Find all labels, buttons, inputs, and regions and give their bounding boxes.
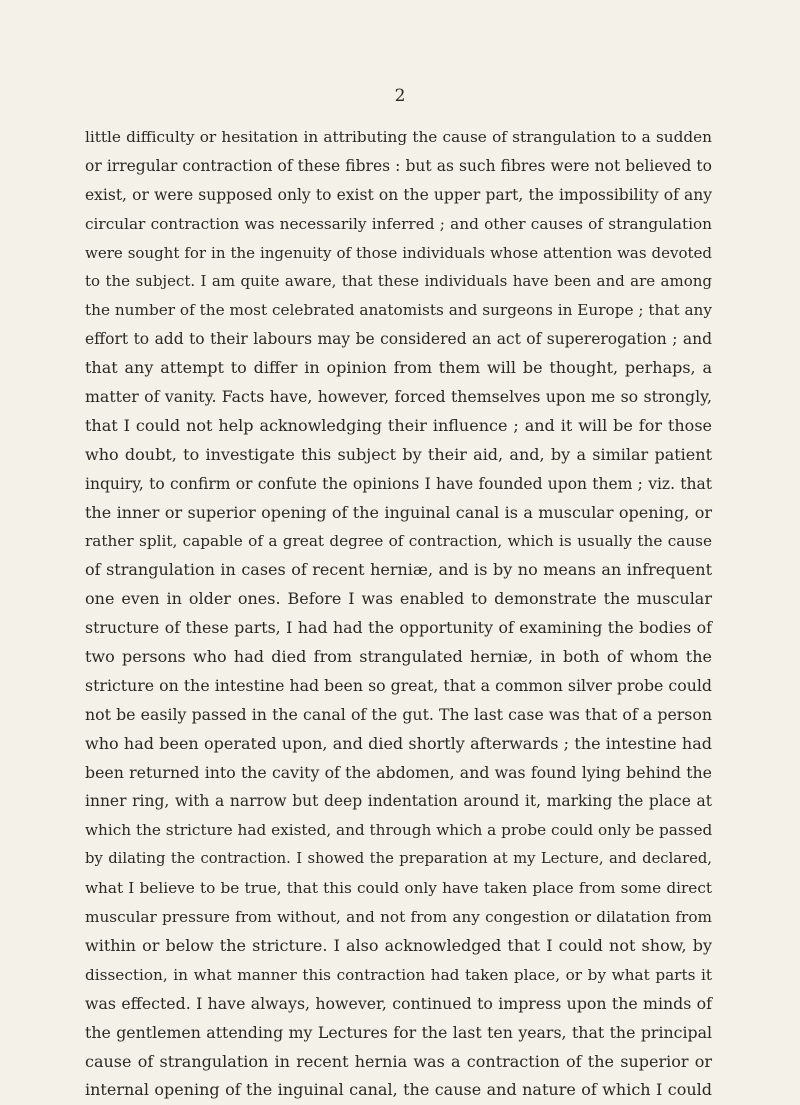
page-number: 2 <box>394 86 406 106</box>
text-line: stricture on the intestine had been so great, that a common silver probe could <box>85 675 712 695</box>
text-line: inquiry, to confirm or confute the opinions I have founded upon them ; viz. that <box>85 474 712 493</box>
text-line: the number of the most celebrated anatomists and surgeons in Europe ; that any <box>85 301 712 320</box>
text-line: not be easily passed in the canal of the gut. The last case was that of a person <box>85 704 712 724</box>
text-line: rather split, capable of a great degree of contraction, which is usually the cause <box>85 532 712 551</box>
text-line: by dilating the contraction. I showed the preparation at my Lecture, and declared, <box>85 850 712 868</box>
text-line: that any attempt to differ in opinion from them will be thought, perhaps, a <box>85 358 712 378</box>
text-line: the gentlemen attending my Lectures for the last ten years, that the principal <box>85 1022 712 1042</box>
text-line: internal opening of the inguinal canal, the cause and nature of which I could <box>85 1080 712 1100</box>
text-line: who had been operated upon, and died shortly afterwards ; the intestine had <box>85 733 712 753</box>
text-line: which the stricture had existed, and through which a probe could only be passed <box>85 821 713 840</box>
text-line: been returned into the cavity of the abdomen, and was found lying behind the <box>85 762 712 782</box>
text-line: matter of vanity. Facts have, however, forced themselves upon me so strongly, <box>85 387 712 407</box>
text-line: two persons who had died from strangulated herniæ, in both of whom the <box>85 647 712 667</box>
text-line: or irregular contraction of these fibres : but as such fibres were not believed to <box>85 156 712 175</box>
text-line: inner ring, with a narrow but deep indentation around it, marking the place at <box>85 792 712 811</box>
text-line: cause of strangulation in recent hernia was a contraction of the superior or <box>85 1051 712 1071</box>
body-text <box>85 123 712 1105</box>
text-line: effort to add to their labours may be considered an act of supererogation ; and <box>85 330 712 349</box>
text-line: was effected. I have always, however, continued to impress upon the minds of <box>85 993 712 1013</box>
text-line: little difficulty or hesitation in attributing the cause of strangulation to a sudden <box>85 128 712 146</box>
text-line: that I could not help acknowledging their influence ; and it will be for those <box>85 415 712 435</box>
text-line: who doubt, to investigate this subject by their aid, and, by a similar patient <box>85 444 712 464</box>
text-line: to the subject. I am quite aware, that these individuals have been and are among <box>85 272 712 291</box>
text-line: of strangulation in cases of recent herniæ, and is by no means an infrequent <box>85 560 712 580</box>
text-line: muscular pressure from without, and not from any congestion or dilatation from <box>85 908 712 927</box>
text-line: within or below the stricture. I also acknowledged that I could not show, by <box>85 935 712 955</box>
text-line: circular contraction was necessarily inferred ; and other causes of strangulation <box>85 214 712 233</box>
text-line: were sought for in the ingenuity of those individuals whose attention was devoted <box>85 243 712 262</box>
text-line: one even in older ones. Before I was enabled to demonstrate the muscular <box>85 589 712 609</box>
text-line: the inner or superior opening of the inguinal canal is a muscular opening, or <box>85 502 712 522</box>
text-line: dissection, in what manner this contraction had taken place, or by what parts it <box>85 965 712 984</box>
text-line: what I believe to be true, that this could only have taken place from some direct <box>85 879 712 898</box>
text-line: exist, or were supposed only to exist on the upper part, the impossibility of any <box>85 185 712 204</box>
text-line: structure of these parts, I had had the opportunity of examining the bodies of <box>85 618 712 638</box>
